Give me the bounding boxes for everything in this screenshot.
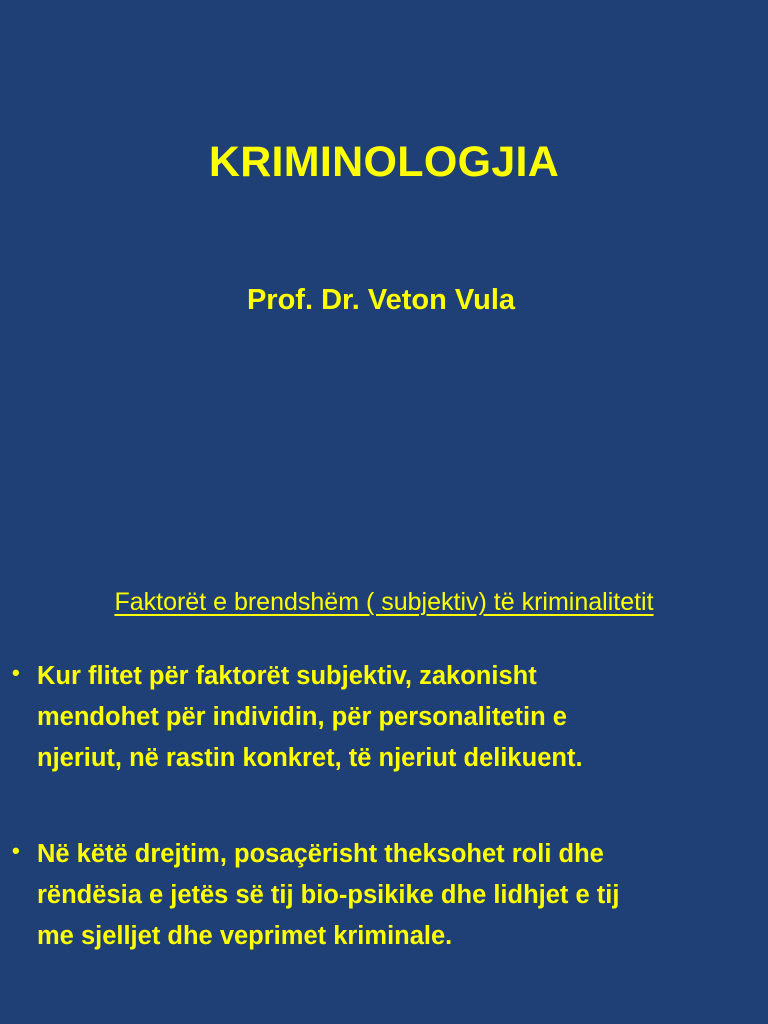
bullet-item [0, 834, 768, 957]
bullet-icon: • [12, 660, 20, 685]
bullet-list [0, 656, 768, 1012]
content-slide [0, 576, 768, 1024]
bullet-line: rëndësia e jetës së tij bio-psikike dhe lidhjet e tij [37, 881, 620, 909]
bullet-line: mendohet për individin, për personalitetin e [37, 703, 567, 731]
slide-title: KRIMINOLOGJIA [208, 138, 560, 186]
bullet-line: njeriut, në rastin konkret, të njeriut delikuent. [37, 744, 583, 772]
bullet-item [0, 656, 768, 779]
bullet-line: me sjelljet dhe veprimet kriminale. [37, 922, 453, 950]
bullet-icon: • [12, 838, 20, 863]
section-heading: Faktorët e brendshëm ( subjektiv) të kriminalitetit [114, 588, 654, 616]
bullet-line: Në këtë drejtim, posaçërisht theksohet roli dhe [37, 840, 604, 868]
slide-subtitle: Prof. Dr. Veton Vula [246, 284, 516, 316]
bullet-line: Kur flitet për faktorët subjektiv, zakonisht [37, 662, 537, 690]
